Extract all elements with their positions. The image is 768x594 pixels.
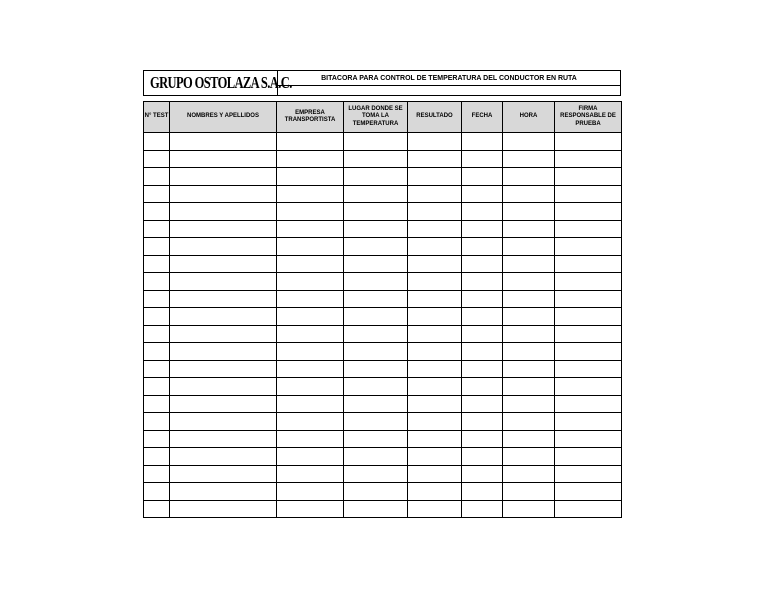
- table-cell[interactable]: [144, 273, 170, 291]
- table-cell[interactable]: [503, 378, 555, 396]
- table-cell[interactable]: [144, 325, 170, 343]
- table-cell[interactable]: [555, 273, 622, 291]
- table-row: [144, 185, 622, 203]
- table-row: [144, 343, 622, 361]
- table-cell[interactable]: [277, 168, 344, 186]
- col-header-signature: FIRMA RESPONSABLE DE PRUEBA: [555, 102, 622, 133]
- table-cell[interactable]: [503, 448, 555, 466]
- table-cell[interactable]: [144, 203, 170, 221]
- table-cell[interactable]: [344, 413, 408, 431]
- table-row: [144, 133, 622, 151]
- col-header-test-number: N° TEST: [144, 102, 170, 133]
- table-cell[interactable]: [462, 343, 503, 361]
- table-cell[interactable]: [555, 308, 622, 326]
- table-row: [144, 500, 622, 518]
- table-cell[interactable]: [344, 168, 408, 186]
- table-cell[interactable]: [277, 465, 344, 483]
- table-cell[interactable]: [408, 413, 462, 431]
- col-header-date: FECHA: [462, 102, 503, 133]
- table-cell[interactable]: [344, 220, 408, 238]
- table-cell[interactable]: [344, 360, 408, 378]
- table-cell[interactable]: [344, 290, 408, 308]
- table-cell[interactable]: [462, 203, 503, 221]
- table-cell[interactable]: [408, 500, 462, 518]
- table-cell[interactable]: [144, 343, 170, 361]
- table-cell[interactable]: [462, 308, 503, 326]
- table-row: [144, 290, 622, 308]
- col-header-time: HORA: [503, 102, 555, 133]
- table-cell[interactable]: [503, 413, 555, 431]
- table-cell[interactable]: [277, 273, 344, 291]
- table-cell[interactable]: [144, 133, 170, 151]
- table-cell[interactable]: [144, 378, 170, 396]
- col-header-result: RESULTADO: [408, 102, 462, 133]
- table-cell[interactable]: [503, 290, 555, 308]
- table-cell[interactable]: [408, 325, 462, 343]
- table-cell[interactable]: [170, 343, 277, 361]
- table-cell[interactable]: [277, 203, 344, 221]
- table-cell[interactable]: [462, 150, 503, 168]
- table-cell[interactable]: [277, 343, 344, 361]
- table-cell[interactable]: [555, 413, 622, 431]
- table-cell[interactable]: [344, 255, 408, 273]
- table-cell[interactable]: [170, 465, 277, 483]
- table-cell[interactable]: [462, 220, 503, 238]
- table-cell[interactable]: [462, 185, 503, 203]
- table-cell[interactable]: [277, 290, 344, 308]
- table-cell[interactable]: [408, 150, 462, 168]
- table-cell[interactable]: [170, 290, 277, 308]
- table-cell[interactable]: [170, 430, 277, 448]
- table-cell[interactable]: [555, 483, 622, 501]
- table-cell[interactable]: [344, 185, 408, 203]
- company-logo-text: GRUPO OSTOLAZA S.A.C.: [150, 72, 292, 92]
- table-cell[interactable]: [144, 465, 170, 483]
- table-cell[interactable]: [170, 255, 277, 273]
- table-cell[interactable]: [462, 255, 503, 273]
- table-cell[interactable]: [555, 325, 622, 343]
- table-cell[interactable]: [344, 273, 408, 291]
- table-cell[interactable]: [344, 133, 408, 151]
- table-cell[interactable]: [277, 220, 344, 238]
- table-cell[interactable]: [344, 395, 408, 413]
- table-cell[interactable]: [503, 483, 555, 501]
- table-cell[interactable]: [170, 220, 277, 238]
- table-cell[interactable]: [408, 483, 462, 501]
- table-cell[interactable]: [144, 395, 170, 413]
- table-cell[interactable]: [408, 203, 462, 221]
- table-cell[interactable]: [408, 255, 462, 273]
- table-cell[interactable]: [344, 430, 408, 448]
- table-cell[interactable]: [170, 395, 277, 413]
- table-cell[interactable]: [503, 308, 555, 326]
- table-cell[interactable]: [503, 168, 555, 186]
- table-header-row: [144, 102, 622, 133]
- table-cell[interactable]: [462, 273, 503, 291]
- table-cell[interactable]: [344, 465, 408, 483]
- table-cell[interactable]: [170, 133, 277, 151]
- table-cell[interactable]: [344, 378, 408, 396]
- table-cell[interactable]: [408, 133, 462, 151]
- table-cell[interactable]: [144, 150, 170, 168]
- table-cell[interactable]: [462, 395, 503, 413]
- table-cell[interactable]: [408, 360, 462, 378]
- table-cell[interactable]: [344, 238, 408, 256]
- table-cell[interactable]: [170, 378, 277, 396]
- table-cell[interactable]: [408, 238, 462, 256]
- table-row: [144, 413, 622, 431]
- table-cell[interactable]: [344, 203, 408, 221]
- table-cell[interactable]: [344, 448, 408, 466]
- table-row: [144, 150, 622, 168]
- form-header: [143, 70, 621, 96]
- table-cell[interactable]: [503, 203, 555, 221]
- table-cell[interactable]: [462, 133, 503, 151]
- table-cell[interactable]: [408, 465, 462, 483]
- table-cell[interactable]: [170, 238, 277, 256]
- company-logo: [144, 71, 292, 95]
- table-cell[interactable]: [144, 308, 170, 326]
- table-cell[interactable]: [170, 168, 277, 186]
- table-cell[interactable]: [408, 273, 462, 291]
- table-cell[interactable]: [170, 413, 277, 431]
- table-cell[interactable]: [277, 255, 344, 273]
- col-header-full-name: NOMBRES Y APELLIDOS: [170, 102, 277, 133]
- table-cell[interactable]: [503, 150, 555, 168]
- table-cell[interactable]: [277, 448, 344, 466]
- table-cell[interactable]: [555, 360, 622, 378]
- table-cell[interactable]: [344, 343, 408, 361]
- table-cell[interactable]: [555, 168, 622, 186]
- table-cell[interactable]: [408, 430, 462, 448]
- col-header-location: LUGAR DONDE SE TOMA LA TEMPERATURA: [344, 102, 408, 133]
- table-row: [144, 483, 622, 501]
- table-cell[interactable]: [555, 255, 622, 273]
- table-cell[interactable]: [170, 150, 277, 168]
- table-cell[interactable]: [503, 238, 555, 256]
- table-cell[interactable]: [170, 500, 277, 518]
- table-row: [144, 378, 622, 396]
- table-cell[interactable]: [408, 290, 462, 308]
- temperature-log-table: [143, 101, 622, 518]
- table-cell[interactable]: [462, 238, 503, 256]
- table-cell[interactable]: [277, 413, 344, 431]
- table-cell[interactable]: [277, 430, 344, 448]
- table-cell[interactable]: [144, 290, 170, 308]
- table-cell[interactable]: [408, 308, 462, 326]
- table-cell[interactable]: [462, 483, 503, 501]
- table-cell[interactable]: [277, 308, 344, 326]
- table-cell[interactable]: [503, 273, 555, 291]
- table-cell[interactable]: [462, 325, 503, 343]
- table-cell[interactable]: [170, 483, 277, 501]
- table-cell[interactable]: [277, 325, 344, 343]
- table-cell[interactable]: [503, 500, 555, 518]
- table-row: [144, 325, 622, 343]
- table-cell[interactable]: [170, 360, 277, 378]
- table-cell[interactable]: [344, 325, 408, 343]
- table-cell[interactable]: [555, 220, 622, 238]
- table-cell[interactable]: [462, 430, 503, 448]
- table-cell[interactable]: [344, 150, 408, 168]
- table-cell[interactable]: [503, 395, 555, 413]
- col-header-transport-company: EMPRESA TRANSPORTISTA: [277, 102, 344, 133]
- table-cell[interactable]: [344, 500, 408, 518]
- table-cell[interactable]: [555, 185, 622, 203]
- table-cell[interactable]: [144, 413, 170, 431]
- table-cell[interactable]: [462, 360, 503, 378]
- table-cell[interactable]: [555, 465, 622, 483]
- table-cell[interactable]: [503, 255, 555, 273]
- table-cell[interactable]: [170, 308, 277, 326]
- table-cell[interactable]: [144, 360, 170, 378]
- table-cell[interactable]: [503, 360, 555, 378]
- table-cell[interactable]: [462, 413, 503, 431]
- table-row: [144, 395, 622, 413]
- table-cell[interactable]: [277, 133, 344, 151]
- table-cell[interactable]: [462, 448, 503, 466]
- table-cell[interactable]: [555, 203, 622, 221]
- table-cell[interactable]: [277, 185, 344, 203]
- table-cell[interactable]: [408, 220, 462, 238]
- table-row: [144, 255, 622, 273]
- table-cell[interactable]: [144, 500, 170, 518]
- table-cell[interactable]: [555, 378, 622, 396]
- table-cell[interactable]: [555, 150, 622, 168]
- table-cell[interactable]: [408, 378, 462, 396]
- table-cell[interactable]: [555, 395, 622, 413]
- table-cell[interactable]: [144, 255, 170, 273]
- table-cell[interactable]: [144, 448, 170, 466]
- table-row: [144, 273, 622, 291]
- table-cell[interactable]: [144, 220, 170, 238]
- form-title: BITACORA PARA CONTROL DE TEMPERATURA DEL CONDUCTOR EN RUTA: [278, 71, 620, 86]
- table-body: [144, 133, 622, 518]
- table-row: [144, 168, 622, 186]
- table-row: [144, 360, 622, 378]
- table-cell[interactable]: [277, 500, 344, 518]
- table-cell[interactable]: [462, 378, 503, 396]
- table-row: [144, 220, 622, 238]
- table-cell[interactable]: [277, 378, 344, 396]
- table-cell[interactable]: [170, 203, 277, 221]
- table-row: [144, 238, 622, 256]
- table-cell[interactable]: [277, 238, 344, 256]
- title-blank-row: [278, 86, 620, 95]
- table-cell[interactable]: [277, 150, 344, 168]
- table-row: [144, 465, 622, 483]
- table-cell[interactable]: [503, 325, 555, 343]
- table-cell[interactable]: [277, 360, 344, 378]
- table-row: [144, 203, 622, 221]
- table-row: [144, 308, 622, 326]
- table-cell[interactable]: [170, 185, 277, 203]
- table-cell[interactable]: [277, 483, 344, 501]
- table-cell[interactable]: [170, 325, 277, 343]
- table-cell[interactable]: [144, 238, 170, 256]
- table-cell[interactable]: [555, 500, 622, 518]
- table-cell[interactable]: [170, 273, 277, 291]
- table-cell[interactable]: [277, 395, 344, 413]
- table-cell[interactable]: [555, 290, 622, 308]
- table-cell[interactable]: [503, 133, 555, 151]
- table-row: [144, 448, 622, 466]
- table-cell[interactable]: [503, 465, 555, 483]
- table-cell[interactable]: [408, 343, 462, 361]
- table-cell[interactable]: [555, 448, 622, 466]
- table-cell[interactable]: [408, 168, 462, 186]
- table-cell[interactable]: [555, 430, 622, 448]
- table-cell[interactable]: [170, 448, 277, 466]
- title-area: [278, 71, 620, 95]
- table-cell[interactable]: [344, 308, 408, 326]
- table-cell[interactable]: [462, 168, 503, 186]
- table-cell[interactable]: [555, 238, 622, 256]
- table-cell[interactable]: [408, 448, 462, 466]
- table-cell[interactable]: [555, 343, 622, 361]
- table-cell[interactable]: [408, 395, 462, 413]
- table-cell[interactable]: [503, 185, 555, 203]
- table-cell[interactable]: [503, 343, 555, 361]
- table-cell[interactable]: [462, 465, 503, 483]
- table-cell[interactable]: [503, 220, 555, 238]
- table-cell[interactable]: [462, 500, 503, 518]
- table-cell[interactable]: [144, 168, 170, 186]
- table-cell[interactable]: [555, 133, 622, 151]
- table-cell[interactable]: [408, 185, 462, 203]
- table-cell[interactable]: [344, 483, 408, 501]
- table-cell[interactable]: [144, 483, 170, 501]
- table-cell[interactable]: [462, 290, 503, 308]
- table-cell[interactable]: [144, 430, 170, 448]
- table-row: [144, 430, 622, 448]
- table-cell[interactable]: [503, 430, 555, 448]
- table-cell[interactable]: [144, 185, 170, 203]
